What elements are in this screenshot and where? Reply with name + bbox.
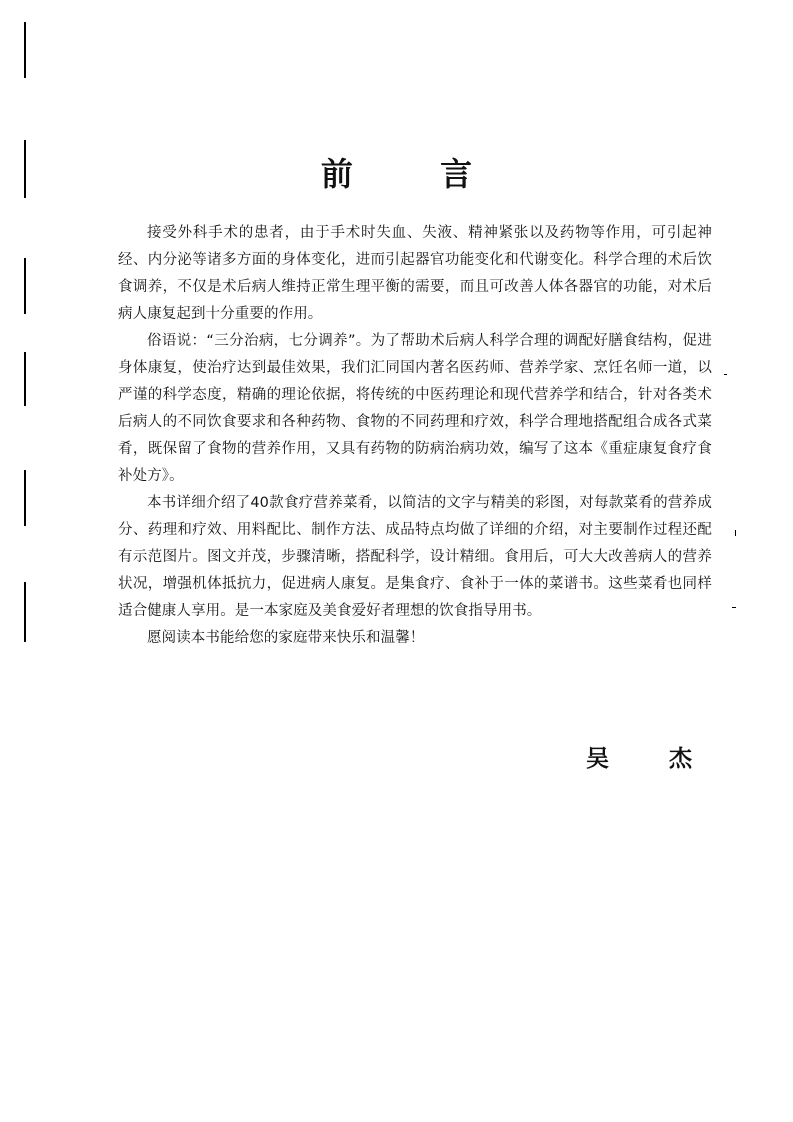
scan-speck-3 xyxy=(732,607,736,608)
paragraph: 俗语说：“三分治病，七分调养”。为了帮助术后病人科学合理的调配好膳食结构，促进身体康复，使治疗达到最佳效果，我们汇同国内著名医药师、营养学家、烹饪名师一道，以严谨的科学态度，精确的理论依据，将传统的中医药理论和现代营养学和结合，针对各类术后病人的不同饮食要求和各种药物、食物的不同药理和疗效，科学合理地搭配组合成各式菜肴，既保留了食物的营养作用，又具有药物的防病治病功效，编写了这本《重症康复食疗食补处方》。 xyxy=(118,333,712,484)
binding-mark-4 xyxy=(24,352,26,406)
binding-mark-5 xyxy=(24,470,26,526)
scan-speck-1 xyxy=(724,374,727,375)
paragraph: 接受外科手术的患者，由于手术时失血、失液、精神紧张以及药物等作用，可引起神经、内分泌等诸多方面的身体变化，进而引起器官功能变化和代谢变化。科学合理的术后饮食调养，不仅是术后病人维持正常生理平衡的需要，而且可改善人体各器官的功能，对术后病人康复起到十分重要的作用。 xyxy=(118,225,712,322)
paragraph: 本书详细介绍了40款食疗营养菜肴，以简洁的文字与精美的彩图，对每款菜肴的营养成分、药理和疗效、用料配比、制作方法、成品特点均做了详细的介绍，对主要制作过程还配有示范图片。图文并茂，步骤清晰，搭配科学，设计精细。食用后，可大大改善病人的营养状况，增强机体抵抗力，促进病人康复。是集食疗、食补于一体的菜谱书。这些菜肴也同样适合健康人享用。是一本家庭及美食爱好者理想的饮食指导用书。 xyxy=(118,495,712,619)
author-signature: 吴 杰 xyxy=(586,745,719,772)
binding-mark-6 xyxy=(24,582,26,642)
binding-mark-1 xyxy=(24,22,26,78)
preface-body xyxy=(118,220,712,652)
scan-speck-2 xyxy=(735,530,736,536)
paragraph: 愿阅读本书能给您的家庭带来快乐和温馨！ xyxy=(147,630,425,646)
page-title: 前 言 xyxy=(320,155,511,193)
binding-mark-3 xyxy=(24,258,26,314)
